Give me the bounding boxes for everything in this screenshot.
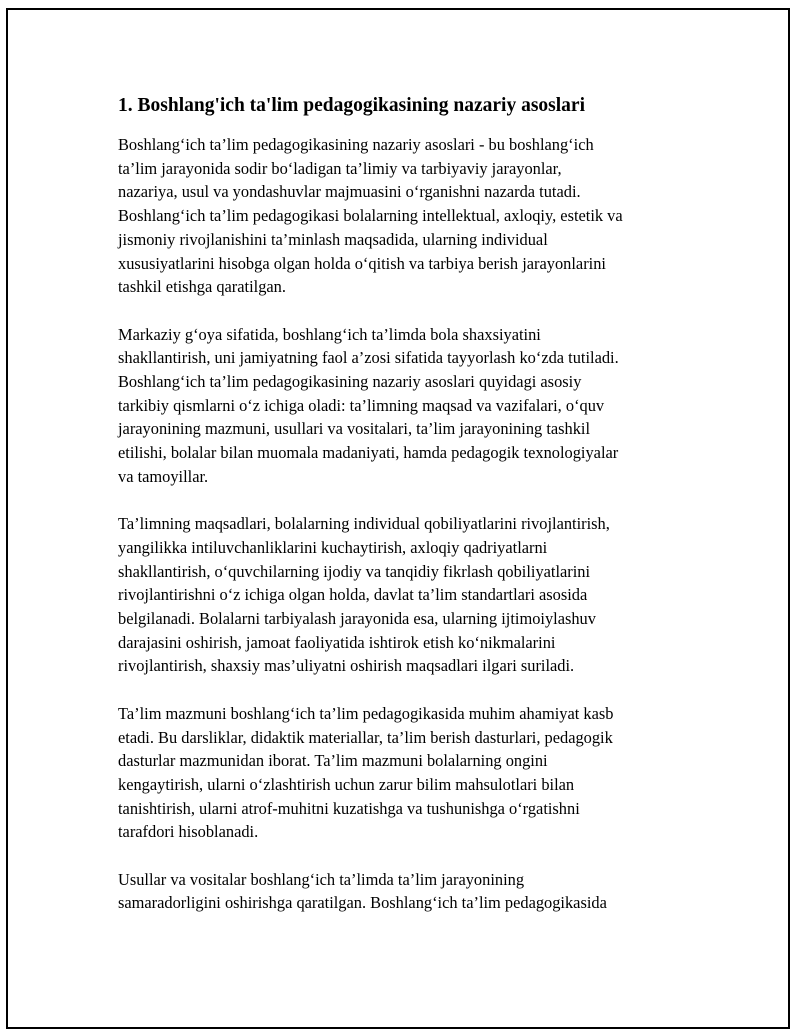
paragraph-4 (118, 702, 698, 844)
text-line: Boshlang‘ich ta’lim pedagogikasi bolalarning intellektual, axloqiy, estetik va (118, 206, 623, 226)
text-line: rivojlantirishni o‘z ichiga olgan holda, davlat ta’lim standartlari asosida (118, 585, 588, 605)
text-line: dasturlar mazmunidan iborat. Ta’lim mazmuni bolalarning ongini (118, 751, 548, 771)
text-line: Usullar va vositalar boshlang‘ich ta’limda ta’lim jarayonining (118, 869, 525, 889)
text-line: tashkil etishga qaratilgan. (118, 277, 286, 297)
text-line: samaradorligini oshirishga qaratilgan. Boshlang‘ich ta’lim pedagogikasida (118, 893, 607, 913)
text-line: etilishi, bolalar bilan muomala madaniyati, hamda pedagogik texnologiyalar (118, 443, 619, 463)
text-line: jismoniy rivojlanishini ta’minlash maqsadida, ularning individual (118, 229, 548, 249)
text-line: nazariya, usul va yondashuvlar majmuasini o‘rganishni nazarda tutadi. (118, 182, 581, 202)
text-line: shakllantirish, uni jamiyatning faol a’zosi sifatida tayyorlash ko‘zda tutiladi. (118, 348, 619, 368)
text-line: etadi. Bu darsliklar, didaktik materiallar, ta’lim berish dasturlari, pedagogik (118, 727, 613, 747)
text-line: Ta’limning maqsadlari, bolalarning individual qobiliyatlarini rivojlantirish, (118, 514, 610, 534)
text-line: va tamoyillar. (118, 466, 209, 486)
paragraph-5 (118, 868, 698, 915)
text-line: tanishtirish, ularni atrof-muhitni kuzatishga va tushunishga o‘rgatishni (118, 798, 580, 818)
document-body (118, 93, 698, 939)
text-line: jarayonining mazmuni, usullari va vositalari, ta’lim jarayonining tashkil (118, 419, 591, 439)
text-line: tarafdori hisoblanadi. (118, 822, 259, 842)
text-line: Ta’lim mazmuni boshlang‘ich ta’lim pedagogikasida muhim ahamiyat kasb (118, 703, 614, 723)
section-heading: 1. Boshlang'ich ta'lim pedagogikasining nazariy asoslari (118, 95, 585, 116)
text-line: rivojlantirish, shaxsiy mas’uliyatni oshirish maqsadlari ilgari suriladi. (118, 656, 575, 676)
text-line: shakllantirish, o‘quvchilarning ijodiy va tanqidiy fikrlash qobiliyatlarini (118, 561, 591, 581)
paragraph-2 (118, 323, 698, 489)
text-line: kengaytirish, ularni o‘zlashtirish uchun zarur bilim mahsulotlari bilan (118, 774, 575, 794)
text-line: ta’lim jarayonida sodir bo‘ladigan ta’limiy va tarbiyaviy jarayonlar, (118, 158, 562, 178)
paragraph-3 (118, 512, 698, 678)
text-line: Boshlang‘ich ta’lim pedagogikasining nazariy asoslari quyidagi asosiy (118, 372, 582, 392)
text-line: Boshlang‘ich ta’lim pedagogikasining nazariy asoslari - bu boshlang‘ich (118, 135, 594, 154)
text-line: belgilanadi. Bolalarni tarbiyalash jarayonida esa, ularning ijtimoiylashuv (118, 609, 596, 629)
text-line: tarkibiy qismlarni o‘z ichiga oladi: ta’limning maqsad va vazifalari, o‘quv (118, 395, 605, 415)
paragraph-1 (118, 133, 698, 299)
text-line: darajasini oshirish, jamoat faoliyatida ishtirok etish ko‘nikmalarini (118, 632, 556, 652)
text-line: xususiyatlarini hisobga olgan holda o‘qitish va tarbiya berish jarayonlarini (118, 253, 606, 273)
text-line: Markaziy g‘oya sifatida, boshlang‘ich ta’limda bola shaxsiyatini (118, 324, 541, 344)
text-line: yangilikka intiluvchanliklarini kuchaytirish, axloqiy qadriyatlarni (118, 537, 548, 557)
